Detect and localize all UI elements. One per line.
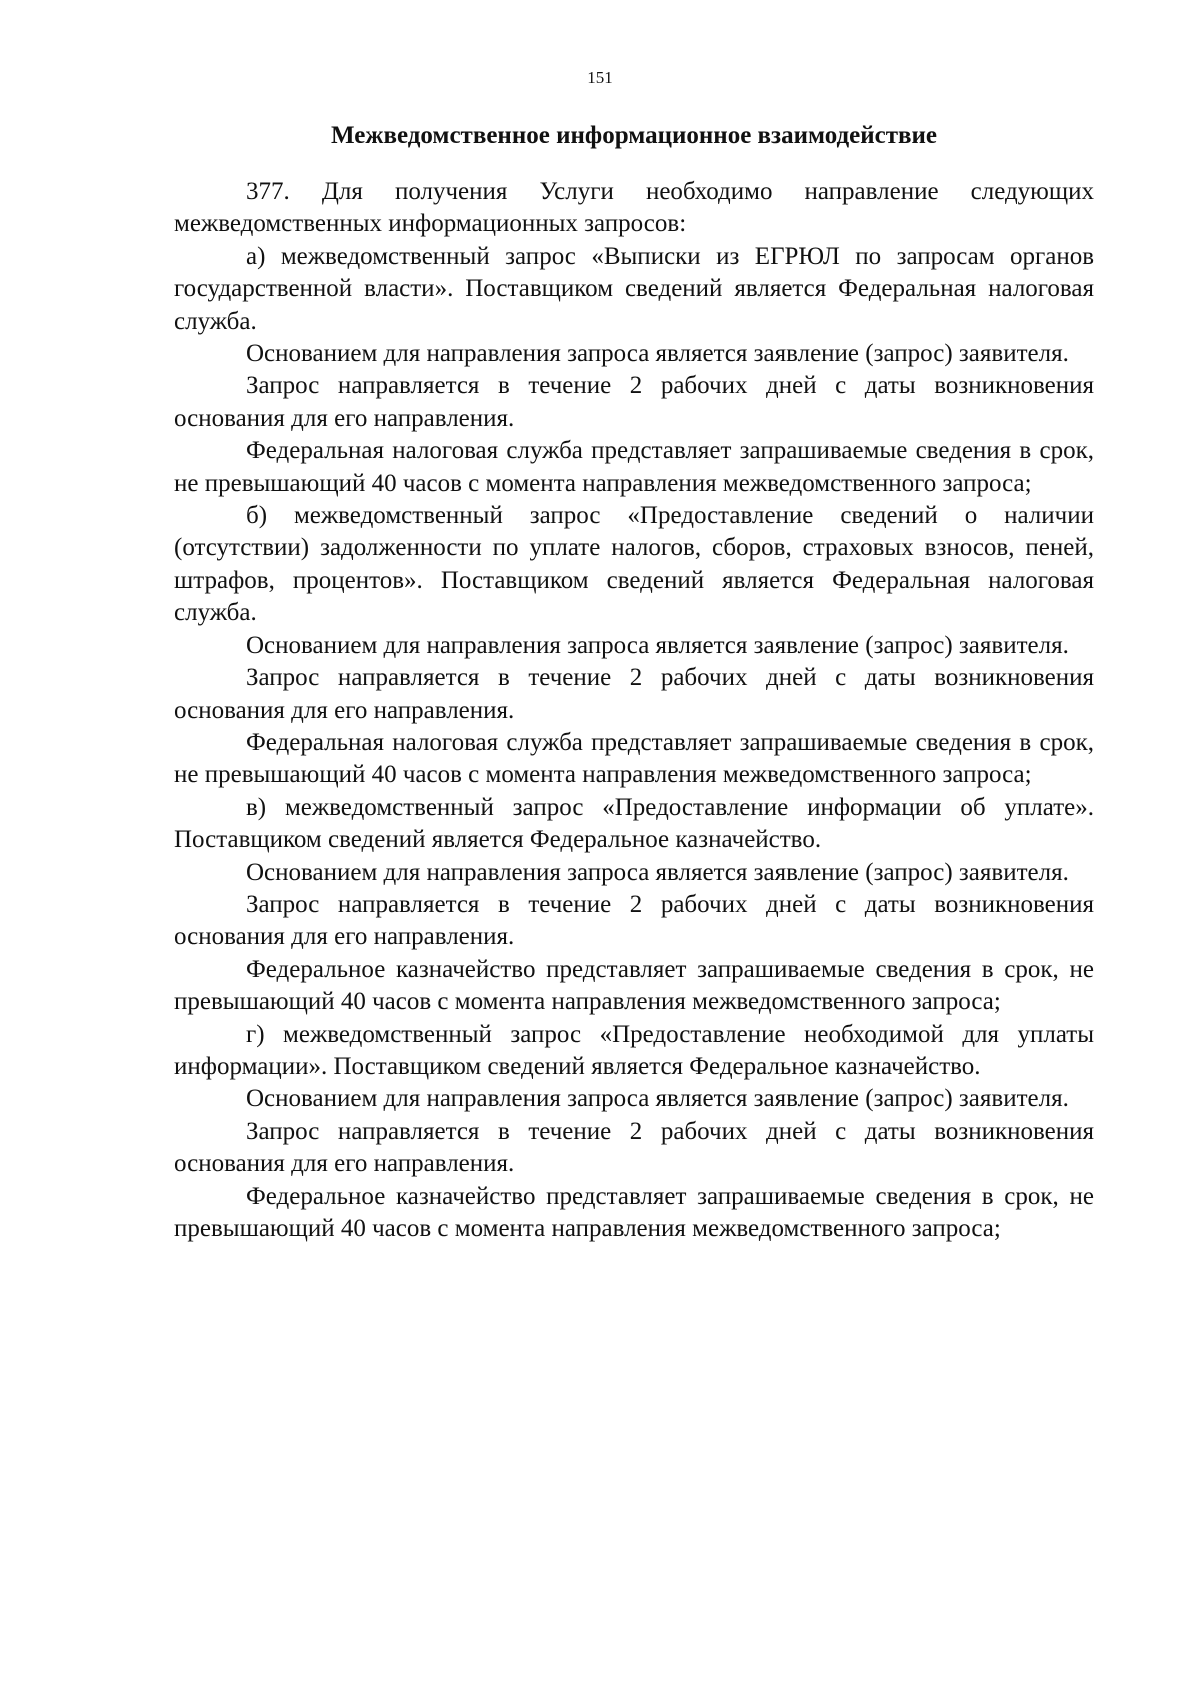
paragraph: Основанием для направления запроса является заявление (запрос) заявителя. xyxy=(246,858,1069,886)
paragraph: в) межведомственный запрос «Предоставление информации об уплате». Поставщиком сведений является Федеральное казначейство. xyxy=(174,793,1094,854)
paragraph: Федеральная налоговая служба представляет запрашиваемые сведения в срок, не превышающий 40 часов с момента направления межведомственного запроса; xyxy=(174,728,1094,789)
paragraph: Федеральное казначейство представляет запрашиваемые сведения в срок, не превышающий 40 часов с момента направления межведомственного запроса; xyxy=(174,1182,1094,1242)
paragraph: Основанием для направления запроса является заявление (запрос) заявителя. xyxy=(246,631,1069,659)
paragraph: Основанием для направления запроса является заявление (запрос) заявителя. xyxy=(246,340,1069,368)
paragraph: г) межведомственный запрос «Предоставление необходимой для уплаты информации». Поставщиком сведений является Федеральное казначейство. xyxy=(174,1020,1094,1080)
paragraph: Запрос направляется в течение 2 рабочих дней с даты возникновения основания для его направления. xyxy=(174,372,1094,432)
paragraph: Основанием для направления запроса является заявление (запрос) заявителя. xyxy=(246,1085,1069,1113)
page-number: 151 xyxy=(587,68,613,87)
section-title: Межведомственное информационное взаимодействие xyxy=(331,122,937,149)
paragraph: б) межведомственный запрос «Предоставление сведений о наличии (отсутствии) задолженности по уплате налогов, сборов, страховых взносов, пеней, штрафов, процентов». Поставщиком сведений является Федеральная налоговая служба. xyxy=(174,502,1094,627)
paragraph: 377. Для получения Услуги необходимо направление следующих межведомственных информационных запросов: xyxy=(174,178,1094,238)
paragraph: а) межведомственный запрос «Выписки из ЕГРЮЛ по запросам органов государственной власти». Поставщиком сведений является Федеральная налоговая служба. xyxy=(174,242,1094,335)
paragraph: Запрос направляется в течение 2 рабочих дней с даты возникновения основания для его направления. xyxy=(174,664,1094,724)
paragraph: Федеральная налоговая служба представляет запрашиваемые сведения в срок, не превышающий 40 часов с момента направления межведомственного запроса; xyxy=(174,437,1094,497)
paragraph: Запрос направляется в течение 2 рабочих дней с даты возникновения основания для его направления. xyxy=(174,1117,1094,1178)
paragraph: Запрос направляется в течение 2 рабочих дней с даты возникновения основания для его направления. xyxy=(174,890,1094,951)
paragraph: Федеральное казначейство представляет запрашиваемые сведения в срок, не превышающий 40 часов с момента направления межведомственного запроса; xyxy=(174,955,1094,1016)
document-body xyxy=(174,176,1094,1245)
